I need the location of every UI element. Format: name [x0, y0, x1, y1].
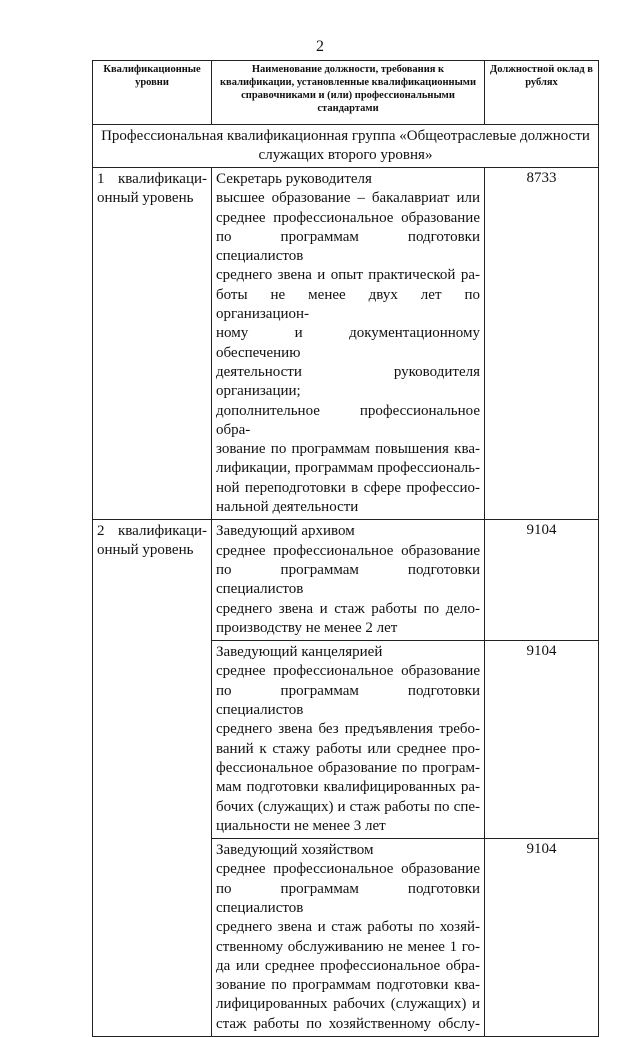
level-text: онный уровень: [97, 542, 194, 559]
table-header-row: [93, 61, 599, 125]
requirement-line: среднего звена и опыт практической ра-: [216, 267, 480, 284]
requirement-line: ной переподготовки в сфере профессио-: [216, 479, 480, 496]
requirement-line: среднего звена и стаж работы по хозяй-: [216, 919, 480, 936]
table-row: [93, 520, 599, 641]
requirement-line: фессиональное образование по програм-: [216, 759, 480, 776]
level-text: 2 квалификаци-: [97, 523, 207, 540]
position-cell: [212, 168, 485, 520]
requirement-line: деятельности руководителя организации;: [216, 363, 480, 400]
requirement-line: по программам подготовки специалистов: [216, 682, 480, 719]
requirement-line: ваний к стажу работы или среднее про-: [216, 740, 480, 757]
requirement-line: по программам подготовки специалистов: [216, 228, 480, 265]
position-title: Секретарь руководителя: [216, 171, 372, 187]
qualification-table: [92, 60, 599, 1037]
position-cell: [212, 520, 485, 641]
requirement-line: среднего звена и стаж работы по дело-: [216, 600, 480, 617]
requirement-line: по программам подготовки специалистов: [216, 561, 480, 598]
requirement-line: по программам подготовки специалистов: [216, 880, 480, 916]
position-title: Заведующий архивом: [216, 523, 355, 540]
requirement-line: высшее образование – бакалавриат или: [216, 190, 480, 207]
requirement-line: среднего звена без предъявления требо-: [216, 721, 480, 738]
salary-cell: 8733: [485, 168, 599, 520]
requirement-line: стаж работы по хозяйственному обслу-: [216, 1015, 480, 1032]
level-cell: [93, 168, 212, 520]
requirement-line: среднее профессиональное образование: [216, 663, 480, 680]
group-title: Профессиональная квалификационная группа «Общеотраслевые должности служащих второго уровня»: [93, 125, 599, 168]
page-number: 2: [316, 38, 324, 55]
group-row: [93, 125, 599, 168]
requirement-line: дополнительное профессиональное обра-: [216, 402, 480, 438]
position-cell: [212, 641, 485, 839]
position-cell: [212, 839, 485, 1037]
requirement-line: производству не менее 2 лет: [216, 619, 398, 636]
requirement-line: циальности не менее 3 лет: [216, 817, 386, 834]
salary-cell: 9104: [485, 839, 599, 1037]
requirement-line: лификации, программам профессиональ-: [216, 460, 480, 477]
requirement-line: среднее профессиональное образование: [216, 861, 480, 878]
position-title: Заведующий хозяйством: [216, 842, 374, 859]
requirement-line: среднее профессиональное образование: [216, 209, 480, 226]
position-title: Заведующий канцелярией: [216, 644, 383, 661]
requirement-line: мам подготовки квалифицированных ра-: [216, 779, 480, 796]
header-qualification-levels: Квалификационные уровни: [93, 61, 212, 125]
header-position-requirements: Наименование должности, требования к квалификации, установленные квалификационными справочниками и (или) профессиональными стандартами: [212, 61, 485, 125]
header-salary: Должностной оклад в рублях: [485, 61, 599, 125]
requirement-line: зование по программам подготовки ква-: [216, 977, 480, 994]
requirement-line: бочих (служащих) и стаж работы по спе-: [216, 798, 480, 815]
requirement-line: да или среднее профессиональное обра-: [216, 957, 480, 974]
level-text: онный уровень: [97, 190, 194, 206]
requirement-line: нальной деятельности: [216, 499, 359, 516]
requirement-line: зование по программам повышения ква-: [216, 441, 480, 458]
table-row: [93, 168, 599, 520]
requirement-line: ственному обслуживанию не менее 1 го-: [216, 938, 480, 955]
requirement-line: боты не менее двух лет по организацион-: [216, 286, 480, 323]
level-text: 1 квалификаци-: [97, 171, 207, 187]
level-cell: [93, 520, 212, 1037]
salary-cell: 9104: [485, 520, 599, 641]
salary-cell: 9104: [485, 641, 599, 839]
requirement-line: ному и документационному обеспечению: [216, 325, 480, 361]
requirement-line: лифицированных рабочих (служащих) и: [216, 996, 480, 1013]
requirement-line: среднее профессиональное образование: [216, 542, 480, 559]
